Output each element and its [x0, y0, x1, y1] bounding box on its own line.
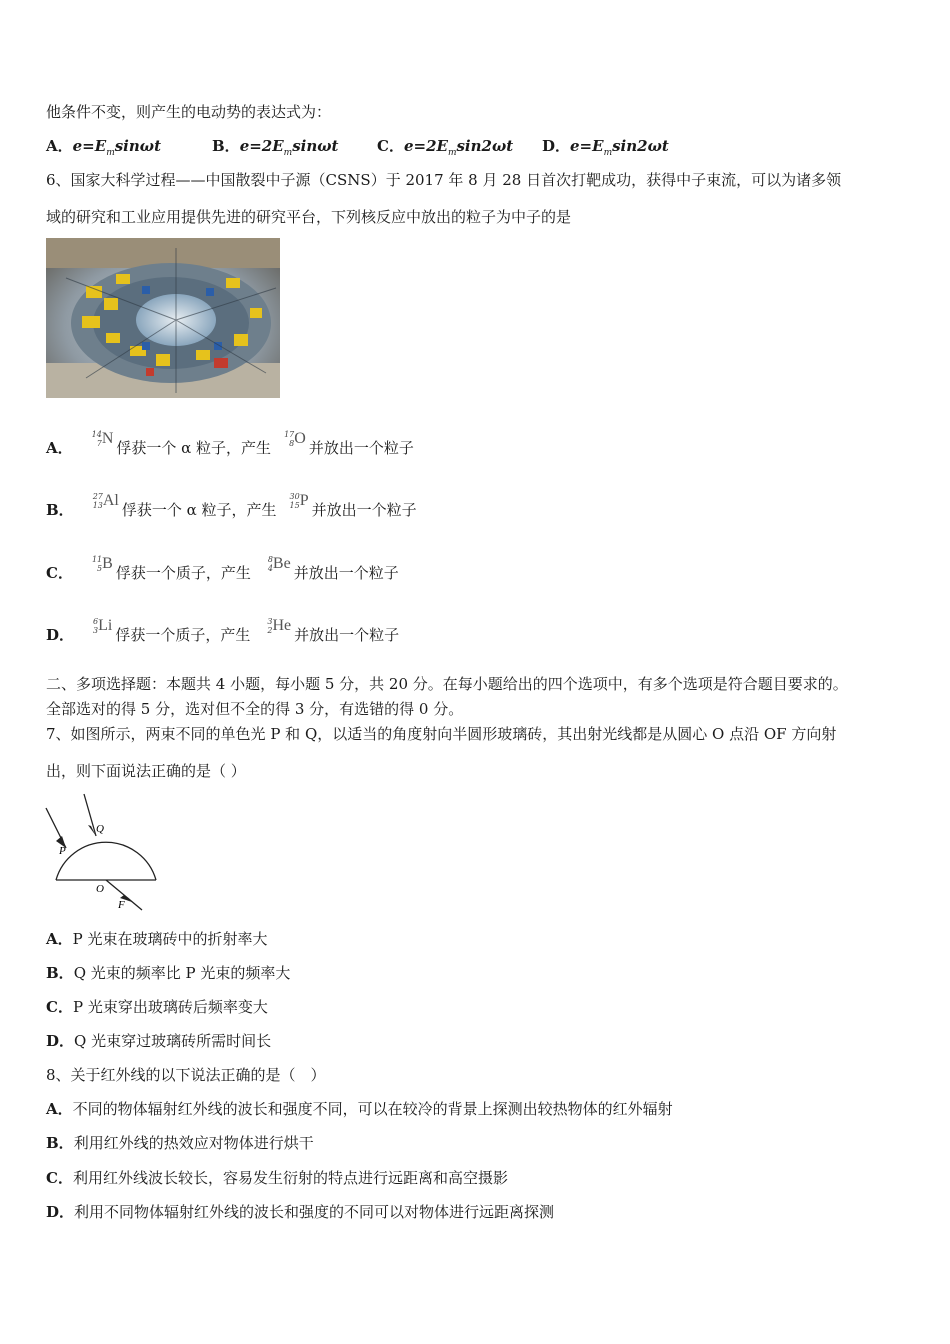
question-6-stem-line1: 6、国家大科学过程——中国散裂中子源（CSNS）于 2017 年 8 月 28 日首次打靶成功，获得中子束流，可以为诸多领 — [46, 171, 842, 189]
option-c[interactable]: C．$e=2E_m\sin 2\omega t$ — [377, 137, 514, 158]
question-8-option-b[interactable]: B．利用红外线的热效应对物体进行烘干 — [46, 1134, 314, 1152]
label-p: P — [59, 845, 66, 857]
question-7-option-b[interactable]: B．Q 光束的频率比 P 光束的频率大 — [46, 964, 291, 982]
nuclide-lithium-6: 6 3 Li — [93, 617, 113, 635]
question-8-option-d[interactable]: D．利用不同物体辐射红外线的波长和强度的不同可以对物体进行远距离探测 — [46, 1203, 555, 1221]
option-b[interactable]: B．$e=2E_m\sin\omega t$ — [212, 137, 339, 158]
label-f: F — [118, 899, 125, 911]
option-d[interactable]: D．$e=E_m\sin 2\omega t$ — [542, 137, 669, 158]
nuclide-beryllium-8: 8 4 Be — [267, 555, 291, 573]
question-7-option-d[interactable]: D．Q 光束穿过玻璃砖所需时间长 — [46, 1032, 272, 1050]
question-7-stem-line2: 出，则下面说法正确的是（ ） — [46, 762, 246, 780]
nuclide-phosphorus-30: 30 15 P — [289, 492, 309, 510]
question-8-option-a[interactable]: A．不同的物体辐射红外线的波长和强度不同，可以在较冷的背景上探测出较热物体的红外辐射 — [46, 1100, 673, 1118]
question-8-stem: 8、关于红外线的以下说法正确的是（ ） — [46, 1066, 326, 1084]
nuclide-aluminum-27: 27 13 Al — [92, 492, 119, 510]
question-6-option-b[interactable]: B． 27 13 Al 俘获一个 α 粒子，产生 30 15 P 并放出一个粒子 — [46, 492, 417, 519]
label-q: Q — [96, 823, 104, 835]
csns-facility-photo — [46, 238, 280, 398]
question-7-stem-line1: 7、如图所示，两束不同的单色光 P 和 Q，以适当的角度射向半圆形玻璃砖，其出射光线都是从圆心 O 点沿 OF 方向射 — [46, 725, 837, 743]
nuclide-helium-3: 3 2 He — [267, 617, 292, 635]
question-8-option-c[interactable]: C．利用红外线波长较长，容易发生衍射的特点进行远距离和高空摄影 — [46, 1169, 508, 1187]
label-o: O — [96, 883, 104, 895]
question-6-stem-line2: 域的研究和工业应用提供先进的研究平台，下列核反应中放出的粒子为中子的是 — [46, 208, 572, 226]
section-2-heading-line1: 二、多项选择题：本题共 4 小题，每小题 5 分，共 20 分。在每小题给出的四个选项中，有多个选项是符合题目要求的。 — [46, 675, 848, 693]
question-6-option-c[interactable]: C． 11 5 B 俘获一个质子，产生 8 4 Be 并放出一个粒子 — [46, 555, 399, 582]
nuclide-oxygen-17: 17 8 O — [284, 430, 306, 448]
nuclide-nitrogen-14: 14 7 N — [91, 430, 114, 448]
question-7-option-c[interactable]: C．P 光束穿出玻璃砖后频率变大 — [46, 998, 268, 1016]
question-6-option-a[interactable]: A． 14 7 N 俘获一个 α 粒子，产生 17 8 O 并放出一个粒子 — [46, 430, 414, 457]
nuclide-boron-11: 11 5 B — [91, 555, 113, 573]
question-6-option-d[interactable]: D． 6 3 Li 俘获一个质子，产生 3 2 He 并放出一个粒子 — [46, 617, 400, 644]
option-a[interactable]: A．$e=E_m\sin\omega t$ — [46, 137, 161, 158]
question-5-tail: 他条件不变，则产生的电动势的表达式为： — [46, 103, 332, 121]
section-2-heading-line2: 全部选对的得 5 分，选对但不全的得 3 分，有选错的得 0 分。 — [46, 700, 464, 718]
semicircle-glass-diagram — [40, 792, 170, 914]
question-7-option-a[interactable]: A．P 光束在玻璃砖中的折射率大 — [46, 930, 268, 948]
